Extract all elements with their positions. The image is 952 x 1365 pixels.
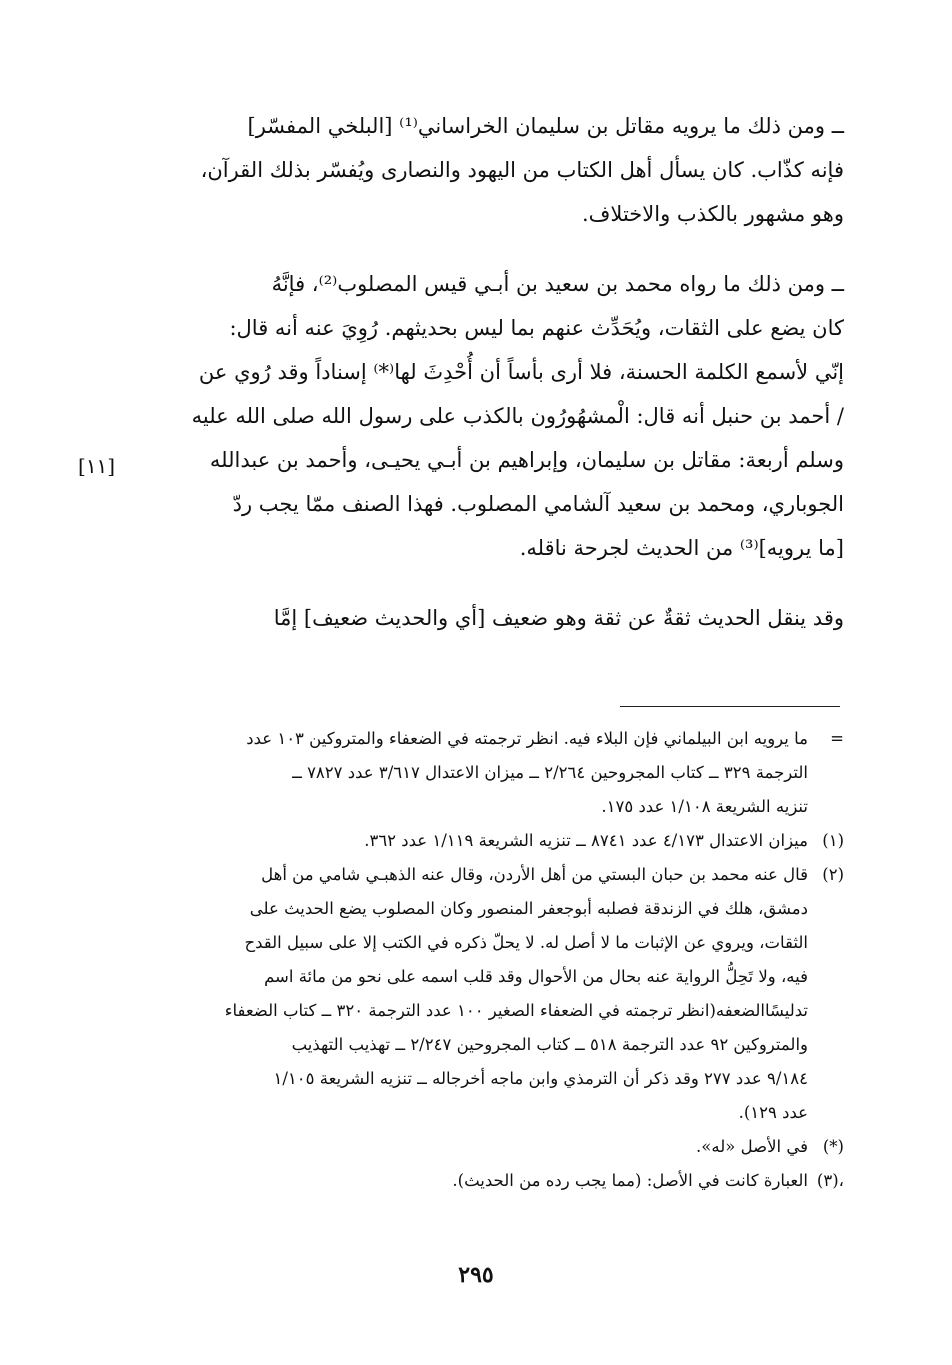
paragraph-2-line-3: إنّي لأسمع الكلمة الحسنة، فلا أرى بأساً أن أُحْدِثَ لها⁽*⁾ إسناداً وقد رُوي عن xyxy=(198,360,844,384)
footnote-continuation xyxy=(132,722,844,824)
paragraph-2-line-4: / أحمد بن حنبل أنه قال: الْمشهُورُون بالكذب على رسول الله صلى الله عليه xyxy=(191,404,844,428)
footnote-line: ٩/١٨٤ عدد ٢٧٧ وقد ذكر أن الترمذي وابن ماجه أخرجاله ــ تنزيه الشريعة ١/١٠٥ xyxy=(273,1069,808,1088)
page-number: ٢٩٥ xyxy=(458,1262,494,1288)
footnote-star xyxy=(132,1130,844,1164)
paragraph-1-line-1: ــ ومن ذلك ما يرويه مقاتل بن سليمان الخراساني⁽¹⁾ [البلخي المفسّر] xyxy=(247,114,844,138)
footnote-3 xyxy=(132,1164,844,1198)
footnote-line: قال عنه محمد بن حبان البستي من أهل الأردن، وقال عنه الذهبـي شامي من أهل xyxy=(261,865,808,884)
footnote-line: ما يرويه ابن البيلماني فإن البلاء فيه. انظر ترجمته في الضعفاء والمتروكين ١٠٣ عدد xyxy=(246,729,808,748)
paragraph-2-line-6: الجوباري، ومحمد بن سعيد آلشامي المصلوب. فهذا الصنف ممّا يجب ردّ xyxy=(232,492,844,516)
paragraph-2-line-7: [ما يرويه]⁽³⁾ من الحديث لجرحة ناقله. xyxy=(519,536,844,560)
main-text xyxy=(132,104,844,640)
footnote-line: دمشق، هلك في الزندقة فصلبه أبوجعفر المنصور وكان المصلوب يضع الحديث على xyxy=(249,899,808,918)
paragraph-3-line-1: وقد ينقل الحديث ثقةٌ عن ثقة وهو ضعيف [أي والحديث ضعيف] إمَّا xyxy=(273,606,844,630)
paragraph-2-line-5: وسلم أربعة: مقاتل بن سليمان، وإبراهيم بن أبـي يحيـى، وأحمد بن عبدالله xyxy=(209,448,844,472)
footnote-line: في الأصل «له». xyxy=(696,1137,808,1156)
paragraph-2-line-1: ــ ومن ذلك ما رواه محمد بن سعيد بن أبـي قيس المصلوب⁽²⁾، فإنَّهُ xyxy=(271,272,844,296)
footnote-line: فيه، ولا تَحِلُّ الرواية عنه بحال من الأحوال وقد قلب اسمه على نحو من مائة اسم xyxy=(264,967,808,986)
footnote-line: عدد ١٢٩). xyxy=(738,1103,808,1122)
footnote-marker: (١) xyxy=(822,831,844,850)
footnote-1 xyxy=(132,824,844,858)
footnote-marker: (*) xyxy=(822,1137,844,1156)
footnotes xyxy=(132,722,844,1198)
paragraph-2-line-2: كان يضع على الثقات، ويُحَدِّث عنهم بما ليس بحديثهم. رُوِيَ عنه أنه قال: xyxy=(229,316,844,340)
margin-page-marker: [١١] xyxy=(78,454,116,478)
footnote-2 xyxy=(132,858,844,1130)
footnote-marker: = xyxy=(830,729,844,748)
footnote-line: تنزيه الشريعة ١/١٠٨ عدد ١٧٥. xyxy=(601,797,808,816)
paragraph-1-line-3: وهو مشهور بالكذب والاختلاف. xyxy=(581,202,844,226)
footnote-marker: ،(٣) xyxy=(816,1171,844,1190)
footnote-marker: (٢) xyxy=(822,865,844,884)
footnote-separator xyxy=(620,706,840,707)
paragraph-1-line-2: فإنه كذّاب. كان يسأل أهل الكتاب من اليهود والنصارى ويُفسّر بذلك القرآن، xyxy=(200,158,844,182)
footnote-line: والمتروكين ٩٢ عدد الترجمة ٥١٨ ــ كتاب المجروحين ٢/٢٤٧ ــ تهذيب التهذيب xyxy=(291,1035,808,1054)
footnote-line: تدليسًاالضعفه(انظر ترجمته في الضعفاء الصغير ١٠٠ عدد الترجمة ٣٢٠ ــ كتاب الضعفاء xyxy=(224,1001,808,1020)
footnote-line: العبارة كانت في الأصل: (مما يجب رده من الحديث). xyxy=(452,1171,808,1190)
footnote-line: الثقات، ويروي عن الإثبات ما لا أصل له. لا يحلّ ذكره في الكتب إلا على سبيل القدح xyxy=(244,933,808,952)
footnote-line: ميزان الاعتدال ٤/١٧٣ عدد ٨٧٤١ ــ تنزيه الشريعة ١/١١٩ عدد ٣٦٢. xyxy=(364,831,808,850)
footnote-line: الترجمة ٣٢٩ ــ كتاب المجروحين ٢/٢٦٤ ــ ميزان الاعتدال ٣/٦١٧ عدد ٧٨٢٧ ــ xyxy=(292,763,808,782)
